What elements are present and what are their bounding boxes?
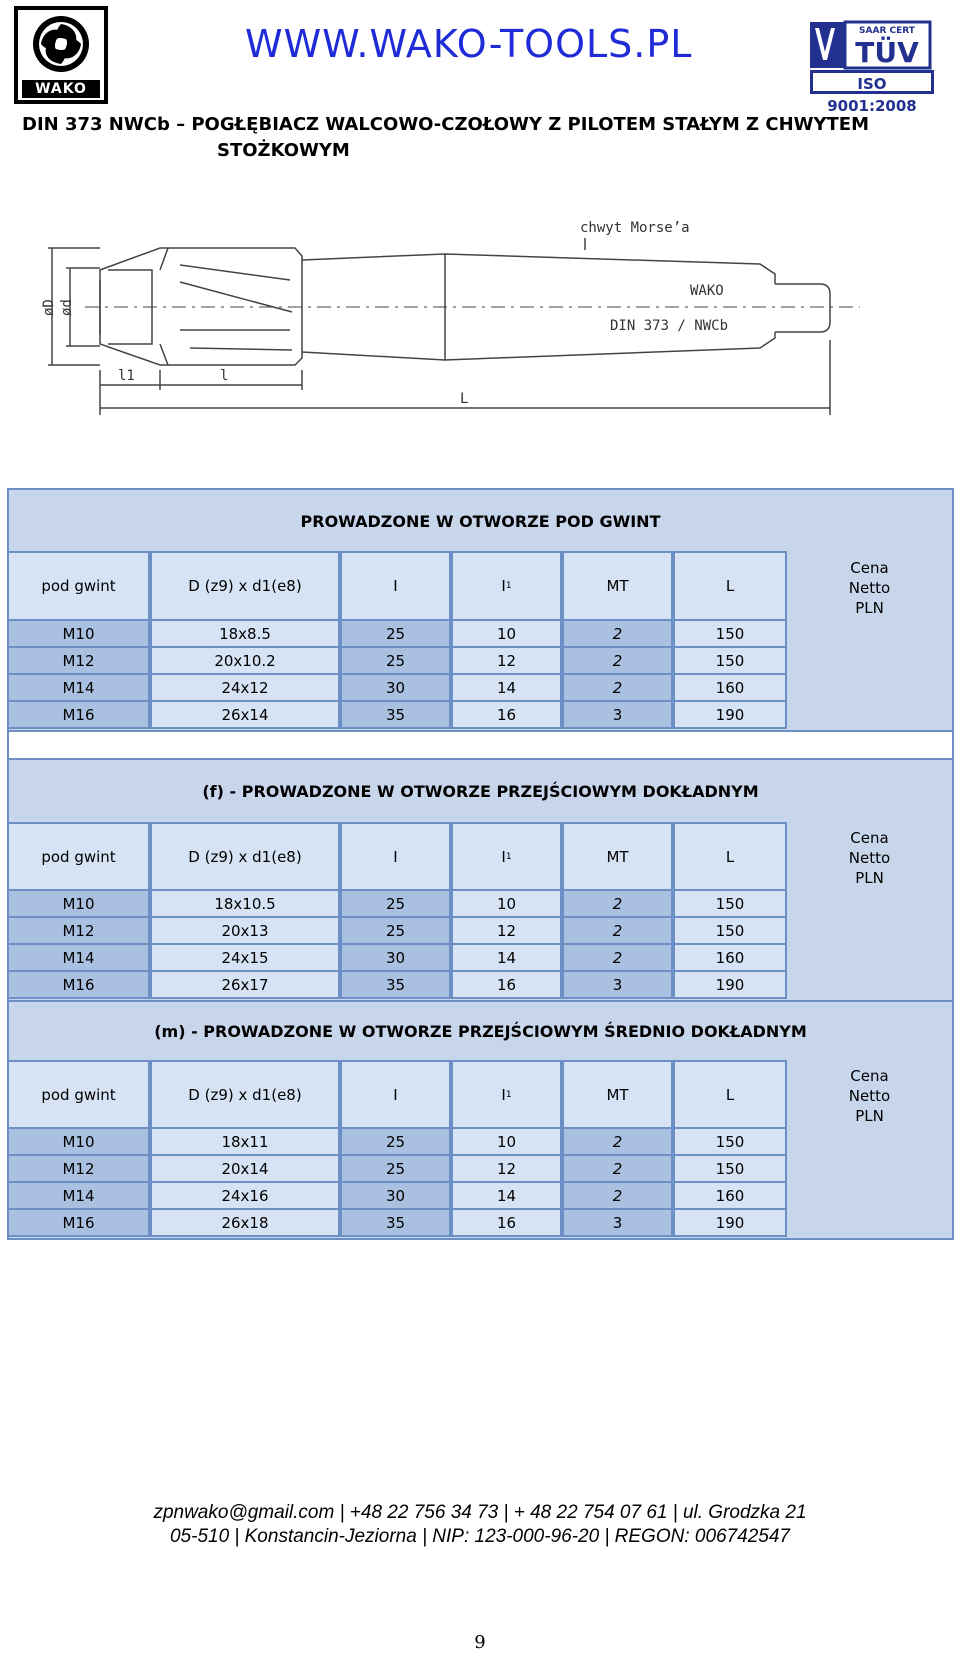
iso-cert-label: ISO 9001:2008: [810, 70, 934, 94]
table-cell: 24x16: [150, 1181, 340, 1210]
column-header-l: L: [673, 1060, 787, 1130]
column-header-price: Cena Netto PLN: [848, 559, 891, 617]
table-cell: 35: [340, 700, 451, 729]
column-header-d: D (z9) x d1(e8): [150, 1060, 340, 1130]
section-title: PROWADZONE W OTWORZE POD GWINT: [300, 512, 661, 531]
table-cell: 3: [562, 1208, 673, 1237]
dimension-L: L: [460, 391, 469, 407]
table-cell: 25: [340, 646, 451, 675]
table-cell: 16: [451, 700, 562, 729]
cert-mark-text: TÜV: [855, 36, 919, 69]
table-cell: 26x17: [150, 970, 340, 999]
table-cell: 150: [673, 1154, 787, 1183]
table-cell: 14: [451, 1181, 562, 1210]
table-cell: 160: [673, 1181, 787, 1210]
table-cell: 18x10.5: [150, 889, 340, 918]
column-header-mt: MT: [562, 551, 673, 621]
table-cell: 16: [451, 1208, 562, 1237]
table-cell: 20x13: [150, 916, 340, 945]
table-cell: 150: [673, 916, 787, 945]
table-cell: M12: [7, 916, 150, 945]
column-header-pod-gwint: pod gwint: [7, 1060, 150, 1130]
table-cell: 18x8.5: [150, 619, 340, 648]
table-cell: 30: [340, 673, 451, 702]
table-cell: 12: [451, 916, 562, 945]
table-cell: 2: [562, 943, 673, 972]
dimension-l1: l1: [118, 368, 135, 384]
standard-engraving: DIN 373 / NWCb: [610, 318, 729, 334]
table-cell: 12: [451, 1154, 562, 1183]
table-cell: 2: [562, 916, 673, 945]
column-header-d: D (z9) x d1(e8): [150, 551, 340, 621]
table-cell: 3: [562, 700, 673, 729]
table-cell: 30: [340, 1181, 451, 1210]
footer-contact-line-1: zpnwako@gmail.com | +48 22 756 34 73 | + 48 22 754 07 61 | ul. Grodzka 21: [153, 1502, 807, 1523]
table-cell: M14: [7, 1181, 150, 1210]
logo-text: WAKO: [22, 80, 100, 98]
page-number: 9: [474, 1632, 486, 1653]
table-cell: 2: [562, 646, 673, 675]
column-header-pod-gwint: pod gwint: [7, 551, 150, 621]
table-cell: 160: [673, 673, 787, 702]
table-cell: M16: [7, 970, 150, 999]
table-cell: 2: [562, 1127, 673, 1156]
table-cell: M12: [7, 646, 150, 675]
table-cell: 3: [562, 970, 673, 999]
table-cell: 25: [340, 1127, 451, 1156]
column-header-pod-gwint: pod gwint: [7, 822, 150, 892]
table-cell: 2: [562, 889, 673, 918]
table-cell: 26x14: [150, 700, 340, 729]
table-cell: M14: [7, 673, 150, 702]
table-cell: M12: [7, 1154, 150, 1183]
section-gap: [7, 730, 954, 760]
table-cell: 190: [673, 970, 787, 999]
wako-logo: [14, 6, 108, 104]
table-cell: 150: [673, 889, 787, 918]
table-cell: 160: [673, 943, 787, 972]
dimension-l: l: [220, 368, 229, 384]
table-cell: M14: [7, 943, 150, 972]
table-cell: 12: [451, 646, 562, 675]
section-title: (m) - PROWADZONE W OTWORZE PRZEJŚCIOWYM ŚREDNIO DOKŁADNYM: [154, 1022, 807, 1041]
table-cell: 35: [340, 1208, 451, 1237]
table-cell: 24x15: [150, 943, 340, 972]
column-header-l: L: [673, 551, 787, 621]
table-cell: M10: [7, 1127, 150, 1156]
table-cell: 25: [340, 889, 451, 918]
table-cell: 150: [673, 646, 787, 675]
brand-engraving: WAKO: [690, 283, 724, 299]
table-cell: 150: [673, 1127, 787, 1156]
table-cell: 2: [562, 1154, 673, 1183]
column-header-i: I: [340, 1060, 451, 1130]
column-header-i1: I 1: [451, 1060, 562, 1130]
technical-drawing: [40, 220, 900, 445]
column-header-i: I: [340, 822, 451, 892]
table-cell: 14: [451, 943, 562, 972]
table-cell: 190: [673, 700, 787, 729]
table-cell: 10: [451, 889, 562, 918]
table-cell: 20x14: [150, 1154, 340, 1183]
document-title: [22, 112, 942, 164]
dimension-d: ød: [59, 299, 75, 316]
shank-label: chwyt Morse’a: [580, 220, 690, 236]
table-cell: 2: [562, 1181, 673, 1210]
column-header-i1: I 1: [451, 822, 562, 892]
table-cell: 24x12: [150, 673, 340, 702]
table-cell: 18x11: [150, 1127, 340, 1156]
website-link[interactable]: WWW.WAKO-TOOLS.PL: [245, 22, 693, 66]
table-cell: M16: [7, 700, 150, 729]
table-cell: 30: [340, 943, 451, 972]
table-cell: 20x10.2: [150, 646, 340, 675]
table-cell: 2: [562, 619, 673, 648]
table-cell: 26x18: [150, 1208, 340, 1237]
table-cell: 25: [340, 916, 451, 945]
table-cell: 10: [451, 1127, 562, 1156]
column-header-mt: MT: [562, 1060, 673, 1130]
table-cell: 16: [451, 970, 562, 999]
column-header-mt: MT: [562, 822, 673, 892]
footer-contact-line-2: 05-510 | Konstancin-Jeziorna | NIP: 123-000-96-20 | REGON: 006742547: [169, 1526, 790, 1547]
column-header-i: I: [340, 551, 451, 621]
table-cell: 150: [673, 619, 787, 648]
table-cell: 35: [340, 970, 451, 999]
column-header-d: D (z9) x d1(e8): [150, 822, 340, 892]
column-header-i1: I 1: [451, 551, 562, 621]
table-cell: M16: [7, 1208, 150, 1237]
title-line-1: DIN 373 NWCb – POGŁĘBIACZ WALCOWO-CZOŁOWY Z PILOTEM STAŁYM Z CHWYTEM: [22, 114, 870, 135]
section-title: (f) - PROWADZONE W OTWORZE PRZEJŚCIOWYM DOKŁADNYM: [202, 782, 759, 801]
dimension-D: øD: [41, 299, 57, 316]
table-cell: 10: [451, 619, 562, 648]
cert-top-text: SAAR CERT: [859, 26, 915, 36]
title-line-2: STOŻKOWYM: [217, 140, 350, 161]
column-header-l: L: [673, 822, 787, 892]
wako-emblem-icon: [18, 10, 104, 78]
column-header-price: Cena Netto PLN: [848, 1067, 891, 1125]
table-cell: M10: [7, 619, 150, 648]
table-cell: 25: [340, 619, 451, 648]
table-cell: 25: [340, 1154, 451, 1183]
column-header-price: Cena Netto PLN: [848, 829, 891, 887]
table-cell: 190: [673, 1208, 787, 1237]
table-cell: M10: [7, 889, 150, 918]
table-cell: 14: [451, 673, 562, 702]
table-cell: 2: [562, 673, 673, 702]
